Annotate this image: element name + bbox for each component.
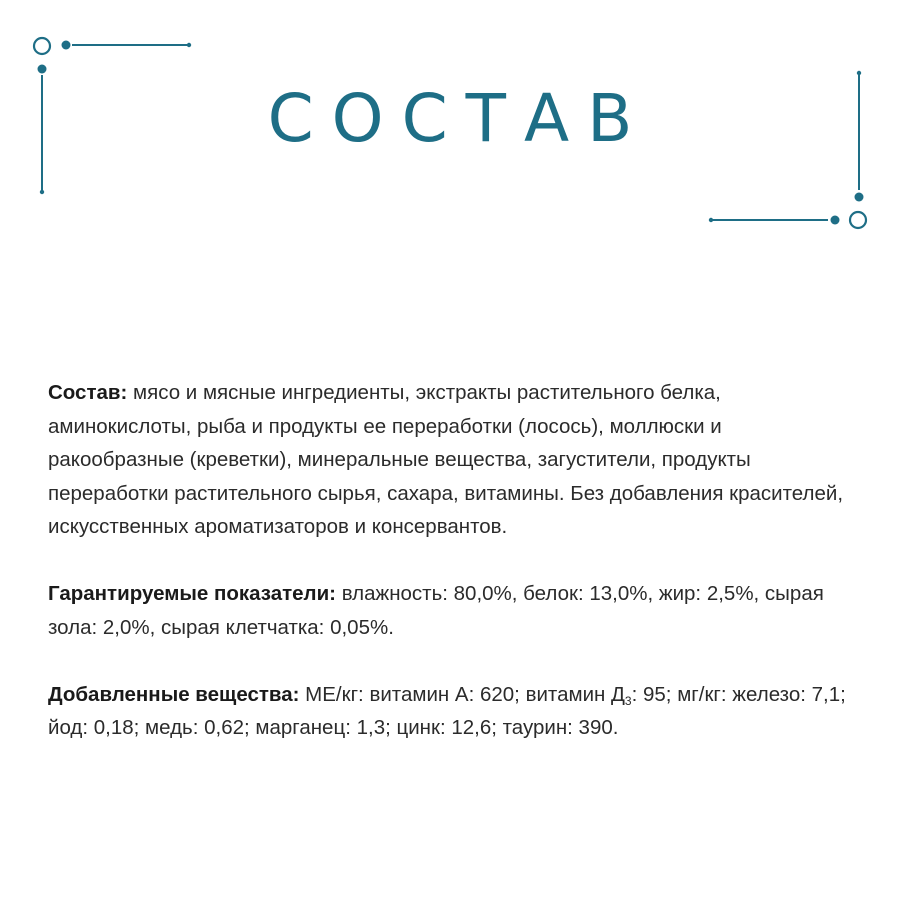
corner-dot-icon <box>831 216 840 225</box>
additives-paragraph <box>48 678 863 745</box>
page-title: СОСТАВ <box>267 80 651 157</box>
composition-paragraph <box>48 376 863 544</box>
corner-end-dot-icon <box>857 71 861 75</box>
vitamin-d-subscript: 3 <box>624 693 632 708</box>
corner-dot-icon <box>855 193 864 202</box>
corner-end-dot-icon <box>187 43 191 47</box>
corner-dot-icon <box>38 65 47 74</box>
additives-text-end: : 95; мг/кг: железо: 7,1; йод: 0,18; медь: 0,62; марганец: 1,3; цинк: 12,6; таурин: 390. <box>48 682 846 739</box>
corner-dot-icon <box>62 41 71 50</box>
additives-text-start: МЕ/кг: витамин А: 620; витамин Д <box>299 682 625 706</box>
guaranteed-values-paragraph <box>48 577 863 644</box>
additives-label: Добавленные вещества: <box>48 682 300 706</box>
corner-ring-icon <box>34 38 50 54</box>
guaranteed-values-text: влажность: 80,0%, белок: 13,0%, жир: 2,5%, сырая зола: 2,0%, сырая клетчатка: 0,05%. <box>48 582 824 639</box>
corner-ring-icon <box>850 212 866 228</box>
composition-text: мясо и мясные ингредиенты, экстракты растительного белка, аминокислоты, рыба и продукты ее переработки (лосось), моллюски и ракообразные (креветки), минеральные вещества, загустители, продукты переработки растительного сырья, сахара, витамины. Без добавления красителей, искусственных ароматизаторов и консервантов. <box>48 381 844 538</box>
guaranteed-values-label: Гарантируемые показатели: <box>48 582 337 605</box>
corner-end-dot-icon <box>709 218 713 222</box>
composition-label: Состав: <box>48 381 128 404</box>
corner-end-dot-icon <box>40 190 44 194</box>
composition-content <box>48 376 863 745</box>
